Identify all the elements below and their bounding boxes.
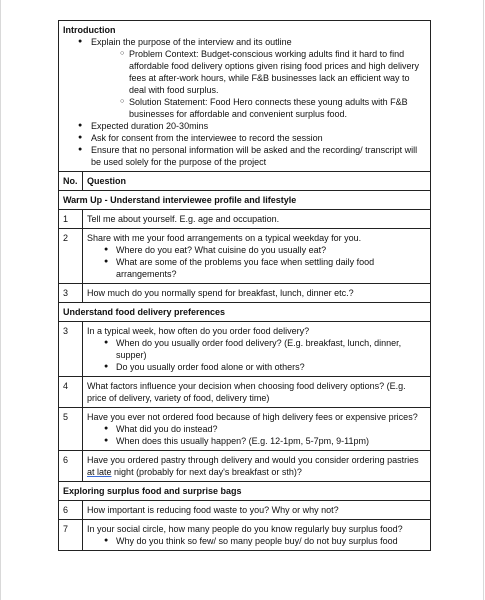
section-row (59, 191, 431, 210)
question-text: Have you ever not ordered food because of high delivery fees or expensive prices? (87, 412, 418, 422)
comment-highlight[interactable]: at late (87, 467, 112, 477)
table-row (59, 520, 431, 551)
question-cell (83, 229, 431, 284)
question-bullet-list (87, 535, 427, 547)
question-text: How important is reducing food waste to you? Why or why not? (83, 501, 431, 520)
intro-heading: Introduction (63, 25, 116, 35)
table-row (59, 451, 431, 482)
intro-bullet: ● Ensure that no personal information will be asked and the recording/ transcript will be used solely for the purpose of the project (63, 144, 427, 168)
question-cell (83, 520, 431, 551)
intro-bullet: ● Explain the purpose of the interview and its outline ○ Problem Context: Budget-conscious working adults find it hard to find affordable food delivery options given rising food prices and high delivery fees at after-work hours, while F&B businesses lack an efficient way to deal with food surplus. ○ Solution Statement: Food Hero connects these young adults with F&B businesses for affordable and convenient surplus food. (63, 36, 427, 120)
question-bullet: ● What are some of the problems you face when settling daily food arrangements? (87, 256, 427, 280)
section-title: Exploring surplus food and surprise bags (59, 482, 431, 501)
section-row (59, 482, 431, 501)
page-edge (483, 0, 484, 600)
table-row (59, 408, 431, 451)
question-cell (83, 322, 431, 377)
question-bullet-list (87, 423, 427, 447)
intro-bullet: ● Expected duration 20-30mins (63, 120, 427, 132)
question-bullet: ● Where do you eat? What cuisine do you usually eat? (87, 244, 427, 256)
section-title: Understand food delivery preferences (59, 303, 431, 322)
question-text: Share with me your food arrangements on a typical weekday for you. (87, 233, 362, 243)
row-number: 5 (59, 408, 83, 451)
question-text: Tell me about yourself. E.g. age and occupation. (83, 210, 431, 229)
intro-cell (59, 21, 431, 172)
header-no: No. (59, 172, 83, 191)
row-number: 1 (59, 210, 83, 229)
question-text: What factors influence your decision when choosing food delivery options? (E.g. price of delivery, variety of food, delivery time) (83, 377, 431, 408)
intro-bullet: ● Ask for consent from the interviewee to record the session (63, 132, 427, 144)
intro-bullet-list (63, 36, 427, 168)
question-text: Have you ordered pastry through delivery and would you consider ordering pastries (87, 455, 419, 465)
question-bullet: ● When does this usually happen? (E.g. 12-1pm, 5-7pm, 9-11pm) (87, 435, 427, 447)
row-number: 4 (59, 377, 83, 408)
table-row (59, 210, 431, 229)
question-bullet-list (87, 244, 427, 280)
table-row (59, 322, 431, 377)
row-number: 6 (59, 451, 83, 482)
row-number: 3 (59, 322, 83, 377)
row-number: 2 (59, 229, 83, 284)
row-number: 6 (59, 501, 83, 520)
question-cell (83, 408, 431, 451)
table-row (59, 229, 431, 284)
table-row (59, 501, 431, 520)
intro-sub-bullet-list (91, 48, 427, 120)
section-row (59, 303, 431, 322)
section-title: Warm Up - Understand interviewee profile and lifestyle (59, 191, 431, 210)
intro-sub-bullet: ○ Problem Context: Budget-conscious working adults find it hard to find affordable food delivery options given rising food prices and high delivery fees at after-work hours, while F&B businesses lack an efficient way to deal with food surplus. (91, 48, 427, 96)
header-question: Question (83, 172, 431, 191)
question-bullet: ● What did you do instead? (87, 423, 427, 435)
row-number: 3 (59, 284, 83, 303)
table-row (59, 284, 431, 303)
table-header-row (59, 172, 431, 191)
interview-guide-table (58, 20, 431, 551)
question-bullet: ● When do you usually order food delivery? (E.g. breakfast, lunch, dinner, supper) (87, 337, 427, 361)
question-cell (83, 451, 431, 482)
question-text: In a typical week, how often do you order food delivery? (87, 326, 310, 336)
intro-row (59, 21, 431, 172)
question-text: In your social circle, how many people do you know regularly buy surplus food? (87, 524, 403, 534)
question-text: How much do you normally spend for breakfast, lunch, dinner etc.? (83, 284, 431, 303)
question-bullet: ● Do you usually order food alone or with others? (87, 361, 427, 373)
question-bullet-list (87, 337, 427, 373)
question-text: night (probably for next day's breakfast or sth)? (114, 467, 302, 477)
question-bullet: ● Why do you think so few/ so many people buy/ do not buy surplus food (87, 535, 427, 547)
table-row (59, 377, 431, 408)
intro-sub-bullet: ○ Solution Statement: Food Hero connects these young adults with F&B businesses for affordable and convenient surplus food. (91, 96, 427, 120)
page-edge (0, 0, 1, 600)
row-number: 7 (59, 520, 83, 551)
